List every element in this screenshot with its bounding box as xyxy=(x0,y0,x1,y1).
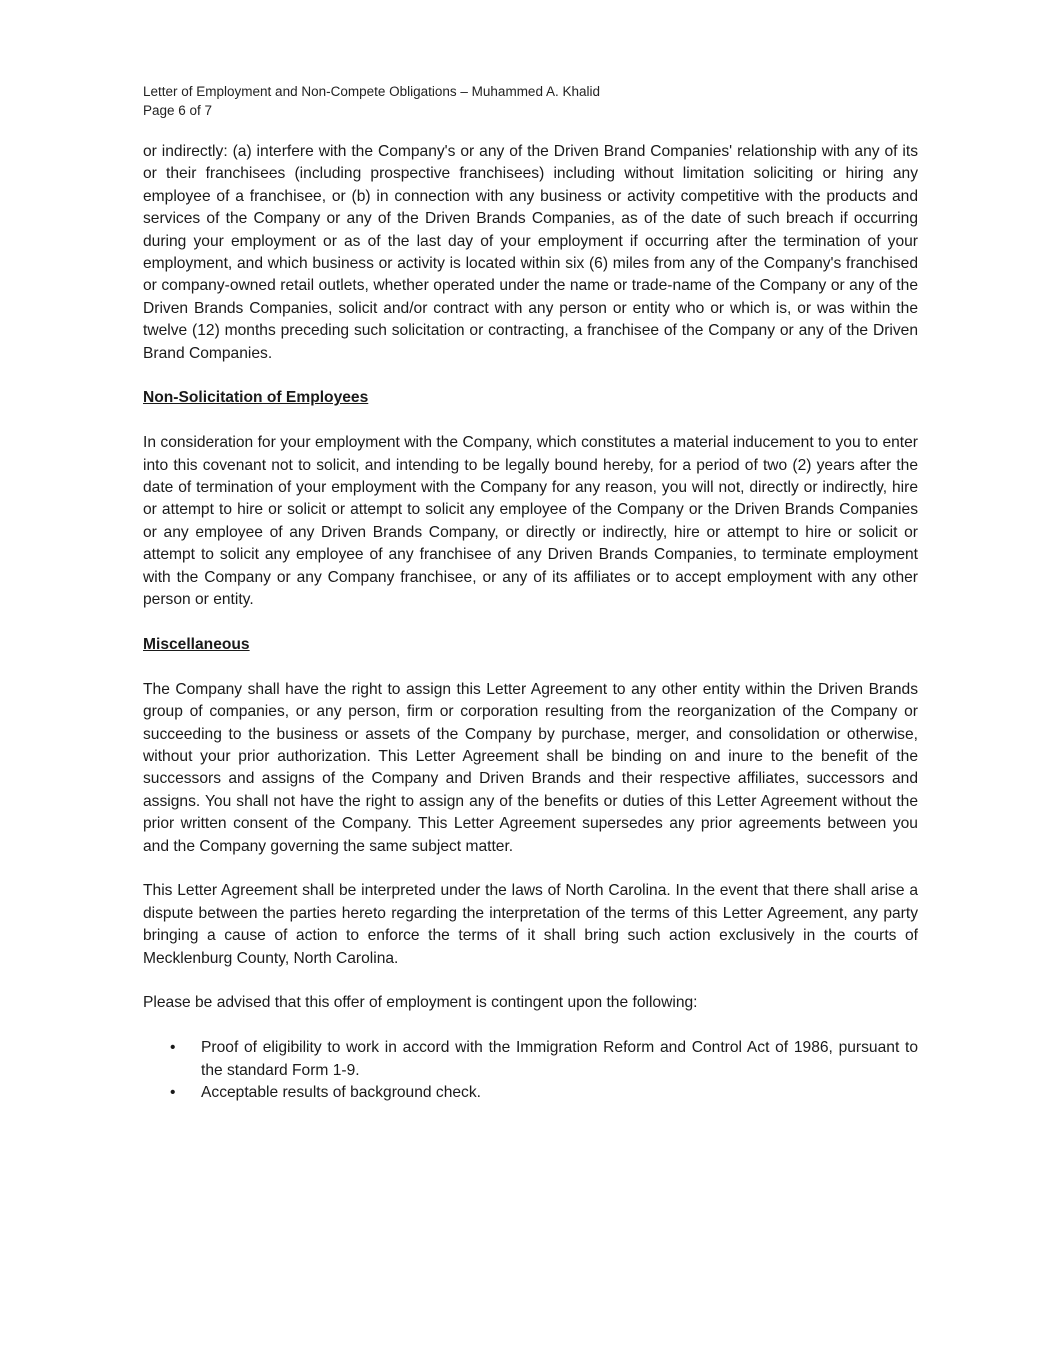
header-title: Letter of Employment and Non-Compete Obligations – Muhammed A. Khalid xyxy=(143,84,600,99)
non-solicitation-paragraph: In consideration for your employment with the Company, which constitutes a material inducement to you to enter into this covenant not to solicit, and intending to be legally bound hereby, for a period of two (2) years after the date of termination of your employment with the Company for any reason, you will not, directly or indirectly, hire or attempt to hire or solicit or attempt to solicit any employee of the Company or the Driven Brands Companies or any employee of any Driven Brands Company, or directly or indirectly, hire or attempt to hire or solicit or attempt to solicit any employee of any franchisee of any Driven Brands Companies, to terminate employment with the Company or any Company franchisee, or any of its affiliates or to accept employment with any other person or entity. xyxy=(143,434,918,609)
conditions-list xyxy=(143,1037,918,1104)
non-solicitation-heading: Non-Solicitation of Employees xyxy=(143,389,369,407)
page-number: Page 6 of 7 xyxy=(143,103,213,118)
condition-text: Proof of eligibility to work in accord with the Immigration Reform and Control Act of 1986, pursuant to the standard Form 1-9. xyxy=(201,1039,918,1079)
miscellaneous-paragraph-governing-law: This Letter Agreement shall be interpreted under the laws of North Carolina. In the event that there shall arise a dispute between the parties hereto regarding the interpretation of the terms of this Letter Agreement, any party bringing a cause of action to enforce the terms of it shall bring such action exclusively in the courts of Mecklenburg County, North Carolina. xyxy=(143,882,918,967)
document-body xyxy=(143,141,918,1104)
page-header xyxy=(143,82,918,120)
miscellaneous-paragraph-assignment: The Company shall have the right to assign this Letter Agreement to any other entity within the Driven Brands group of companies, or any person, firm or corporation resulting from the reorganization of the Company or succeeding to the business or assets of the Company by purchase, merger, and consolidation or otherwise, without your prior authorization. This Letter Agreement shall be binding on and inure to the benefit of the successors and assigns of the Company and Driven Brands and their respective affiliates, successors and assigns. You shall not have the right to assign any of the benefits or duties of this Letter Agreement without the prior written consent of the Company. This Letter Agreement supersedes any prior agreements between you and the Company governing the same subject matter. xyxy=(143,680,918,855)
continuation-paragraph: or indirectly: (a) interfere with the Company's or any of the Driven Brand Companies' relationship with any of its or their franchisees (including prospective franchisees) including without limitation soliciting or hiring any employee of a franchisee, or (b) in connection with any business or activity competitive with the products and services of the Company or any of the Driven Brands Companies, as of the date of such breach if occurring during your employment or as of the last day of your employment if occurring after the termination of your employment, and which business or activity is located within six (6) miles from any of the Company's franchised or company-owned retail outlets, whether operated under the name or trade-name of the Company or any of the Driven Brands Companies, solicit and/or contract with any person or entity who or which is, or was within the twelve (12) months preceding such solicitation or contracting, a franchisee of the Company or any of the Driven Brand Companies. xyxy=(143,143,918,362)
miscellaneous-paragraph-contingency: Please be advised that this offer of employment is contingent upon the following: xyxy=(143,994,698,1012)
bullet-icon: • xyxy=(170,1039,176,1057)
bullet-icon: • xyxy=(170,1083,176,1101)
miscellaneous-heading: Miscellaneous xyxy=(143,635,250,653)
list-item xyxy=(143,1037,918,1082)
condition-text: Acceptable results of background check. xyxy=(201,1083,481,1101)
list-item xyxy=(143,1082,918,1104)
